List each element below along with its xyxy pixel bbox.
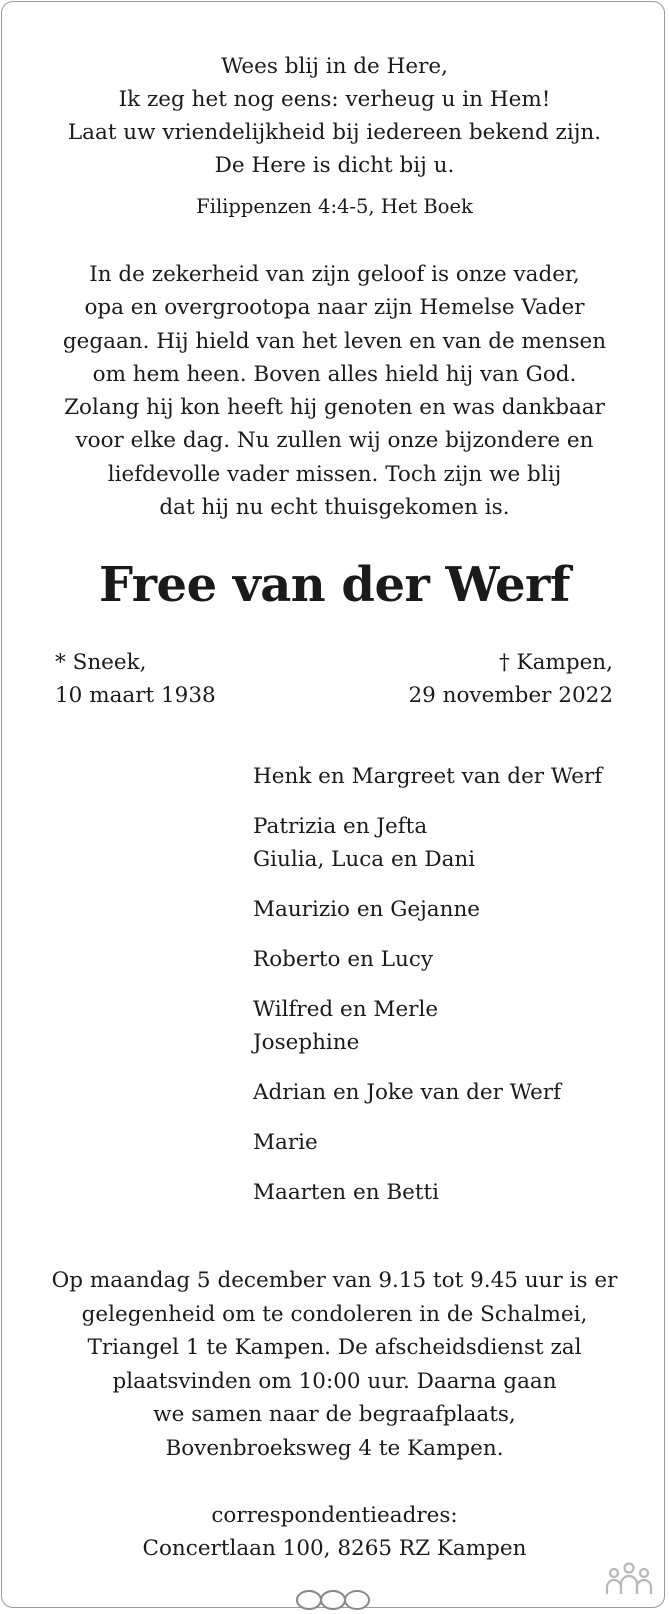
birth-place: * Sneek, [55,650,147,675]
family-group [253,760,602,793]
family-group [253,1176,602,1209]
service-line: Op maandag 5 december van 9.15 tot 9.45 uur is er [51,1268,618,1293]
family-line: Maarten en Betti [253,1180,440,1205]
family-line: Josephine [253,1030,360,1055]
service-line: plaatsvinden om 10:00 uur. Daarna gaan [112,1368,557,1394]
death-date: 29 november 2022 [408,683,613,708]
family-line: Giulia, Luca en Dani [253,847,476,872]
birth-info [55,646,216,712]
family-line: Roberto en Lucy [253,947,434,972]
verse-line: Laat uw vriendelijkheid bij iedereen bekend zijn. [67,120,602,145]
verse-line: Wees blij in de Here, [221,54,448,79]
service-line: we samen naar de begraafplaats, [153,1402,516,1427]
intro-paragraph [0,258,669,524]
service-line: gelegenheid om te condoleren in de Schalmei, [81,1301,588,1327]
family-group [253,893,602,926]
family-group [253,993,602,1059]
family-line: Wilfred en Merle [253,997,439,1022]
service-line: Bovenbroeksweg 4 te Kampen. [165,1435,504,1461]
family-line: Maurizio en Gejanne [253,897,481,922]
service-line: Triangel 1 te Kampen. De afscheidsdienst zal [87,1335,582,1360]
correspondence [0,1499,669,1565]
family-line: Henk en Margreet van der Werf [253,764,603,789]
family-group [253,810,602,876]
birth-date: 10 maart 1938 [55,683,216,708]
intro-line: opa en overgrootopa naar zijn Hemelse Vader [84,295,585,321]
family-line: Patrizia en Jefta [253,814,428,839]
intro-line: om hem heen. Boven alles hield hij van God. [92,361,577,387]
death-info [408,646,613,712]
verse-line: De Here is dicht bij u. [214,153,455,178]
family-group [253,943,602,976]
intro-line: voor elke dag. Nu zullen wij onze bijzondere en [75,428,594,454]
intro-line: In de zekerheid van zijn geloof is onze vader, [89,262,580,287]
intro-line: liefdevolle vader missen. Toch zijn we blij [107,461,562,487]
family-list [253,760,602,1226]
death-place: † Kampen, [498,650,613,675]
interlocking-rings-ornament [293,1588,373,1612]
people-group-icon [604,1558,654,1598]
bible-verse [0,50,669,182]
intro-line: dat hij nu echt thuisgekomen is. [159,495,510,521]
correspondence-label: correspondentieadres: [211,1503,458,1528]
family-group [253,1076,602,1109]
intro-line: Zolang hij kon heeft hij genoten en was dankbaar [64,395,605,421]
family-line: Adrian en Joke van der Werf [253,1080,562,1105]
verse-reference: Filippenzen 4:4-5, Het Boek [196,195,473,218]
family-line: Marie [253,1130,318,1155]
service-details [0,1264,669,1465]
correspondence-address: Concertlaan 100, 8265 RZ Kampen [142,1536,527,1561]
deceased-name: Free van der Werf [99,557,570,613]
verse-line: Ik zeg het nog eens: verheug u in Hem! [118,87,551,112]
intro-line: gegaan. Hij hield van het leven en van de mensen [62,328,607,354]
family-group [253,1126,602,1159]
